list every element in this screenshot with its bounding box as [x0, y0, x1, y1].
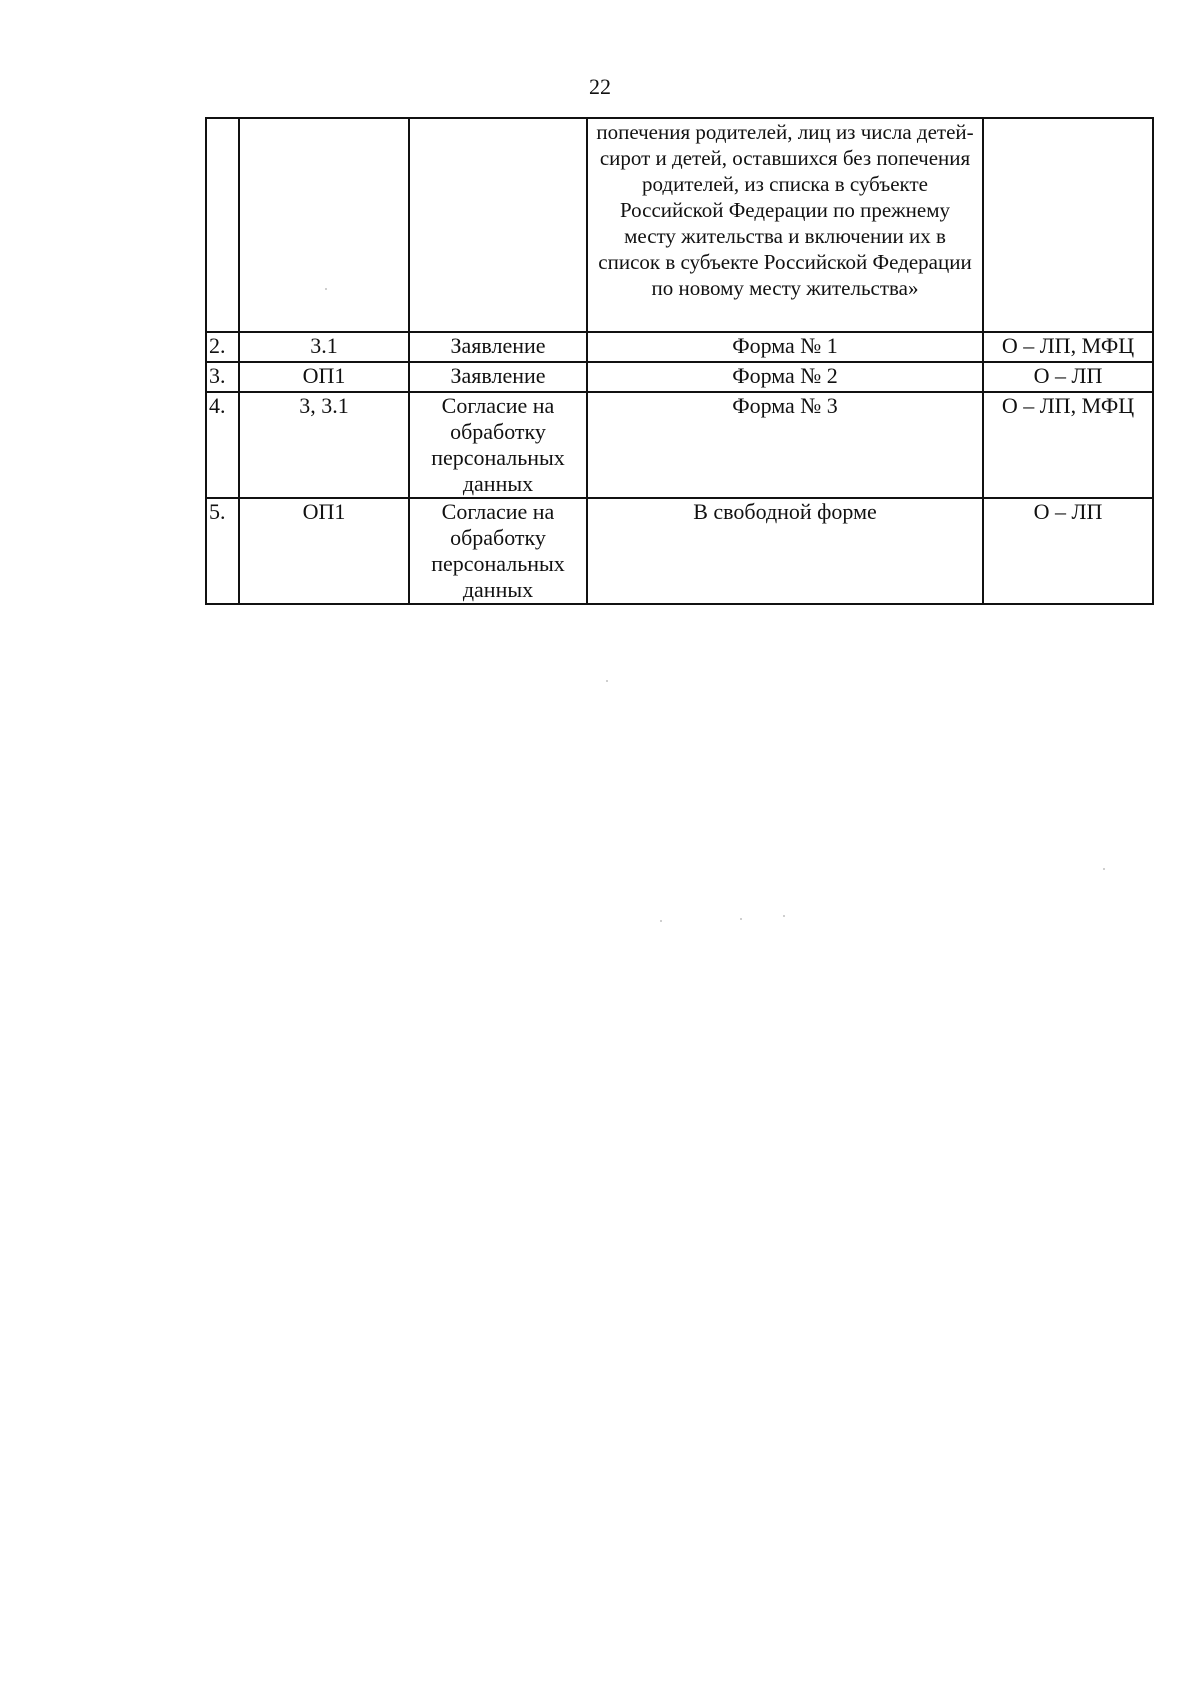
cell-document: Согласие на обработку персональных данных: [409, 498, 587, 604]
cell-submission: О – ЛП: [983, 498, 1153, 604]
scan-speck: [1103, 868, 1105, 870]
cell-code: ОП1: [239, 498, 409, 604]
cell-document: Согласие на обработку персональных данных: [409, 392, 587, 498]
cell-number: 2.: [206, 332, 239, 362]
table-row-continuation: [206, 118, 1153, 332]
scan-speck: [606, 680, 608, 682]
continuation-text: попечения родителей, лиц из числа детей-сирот и детей, оставшихся без попечения родителей, из списка в субъекте Российской Федерации по прежнему месту жительства и включении их в список в субъекте Российской Федерации по новому месту жительства»: [596, 120, 974, 300]
table-row: [206, 392, 1153, 498]
cell-number: 4.: [206, 392, 239, 498]
table-row: [206, 362, 1153, 392]
cell-form: Форма № 2: [587, 362, 983, 392]
cell-number: [206, 118, 239, 332]
cell-form: Форма № 1: [587, 332, 983, 362]
cell-submission: О – ЛП, МФЦ: [983, 392, 1153, 498]
cell-submission: [983, 118, 1153, 332]
cell-submission: О – ЛП: [983, 362, 1153, 392]
cell-number: 3.: [206, 362, 239, 392]
documents-table: [205, 117, 1154, 605]
cell-document: [409, 118, 587, 332]
cell-number: 5.: [206, 498, 239, 604]
cell-code: ОП1: [239, 362, 409, 392]
scan-speck: [740, 918, 742, 920]
table-row: [206, 332, 1153, 362]
cell-form: [587, 118, 983, 332]
scan-speck: [325, 288, 327, 290]
cell-code: 3, 3.1: [239, 392, 409, 498]
cell-code: 3.1: [239, 332, 409, 362]
table-row: [206, 498, 1153, 604]
cell-submission: О – ЛП, МФЦ: [983, 332, 1153, 362]
page-number: 22: [589, 74, 611, 99]
cell-document: Заявление: [409, 362, 587, 392]
cell-form: Форма № 3: [587, 392, 983, 498]
cell-code: [239, 118, 409, 332]
scan-speck: [783, 915, 785, 917]
scan-speck: [660, 920, 662, 922]
cell-form: В свободной форме: [587, 498, 983, 604]
cell-document: Заявление: [409, 332, 587, 362]
